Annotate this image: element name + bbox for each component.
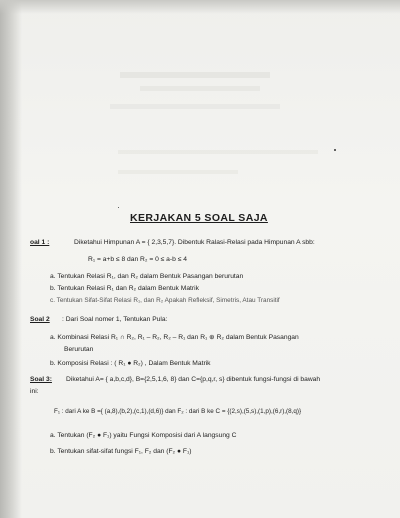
bleed-through-mark [120, 72, 270, 78]
page-title: KERJAKAN 5 SOAL SAJA [130, 212, 268, 224]
scan-edge-shadow [0, 0, 22, 518]
question-3-text-cont: ini: [30, 388, 39, 395]
question-1-item-b: b. Tentukan Relasi R₁ dan R₂ dalam Bentuk Matrik [50, 285, 199, 292]
question-2-item-b: b. Komposisi Relasi : ( R₁ ● R₂) , Dalam Bentuk Matrik [50, 360, 211, 367]
bleed-through-mark [110, 104, 280, 109]
question-3-label: Soal 3: [30, 376, 52, 383]
question-3-text: Diketahui A= { a,b,c,d}, B={2,5,1,6, 8} dan C={p,q,r, s} dibentuk fungsi-fungsi di bawah [66, 376, 321, 383]
question-1-relations: R₁ = a+b ≤ 8 dan R₂ = 0 ≤ a-b ≤ 4 [88, 256, 187, 263]
question-2-text: : Dari Soal nomer 1, Tentukan Pula: [62, 316, 168, 323]
question-1-label: oal 1 : [30, 239, 50, 246]
scan-speck [118, 207, 119, 208]
question-3-functions: F₁ : dari A ke B ={ (a,8),(b,2),(c,1),(d,6)} dan F₂ : dari B ke C = {(2,s),(5,s),(1,p),(6,r),(8,q)} [54, 408, 302, 415]
question-3-item-a: a. Tentukan (F₂ ● F₁) yaitu Fungsi Komposisi dari A langsung C [50, 432, 237, 439]
bleed-through-mark [118, 170, 238, 174]
question-1-item-a: a. Tentukan Relasi R₁, dan R₂ dalam Bentuk Pasangan berurutan [50, 273, 244, 280]
bleed-through-mark [118, 150, 318, 154]
question-2-item-a-cont: Berurutan [64, 346, 94, 353]
question-3-item-b: b. Tentukan sifat-sifat fungsi F₁, F₂ dan (F₂ ● F₁) [50, 448, 192, 455]
question-2-item-a: a. Kombinasi Relasi R₁ ∩ R₂, R₁ – R₂, R₂ – R₁ dan R₁ ⊕ R₂ dalam Bentuk Pasangan [50, 334, 299, 341]
scan-speck [334, 149, 336, 151]
question-1-text: Diketahui Himpunan A = { 2,3,5,7}. Dibentuk Ralasi-Relasi pada Himpunan A sbb: [74, 239, 315, 246]
bleed-through-mark [140, 86, 260, 91]
question-1-item-c: c. Tentukan Sifat-Sifat Relasi R₁, dan R₂ Apakah Refleksif, Simetris, Atau Transitif [50, 297, 280, 304]
scan-top-shadow [0, 0, 400, 14]
question-2-label: Soal 2 [30, 316, 50, 323]
